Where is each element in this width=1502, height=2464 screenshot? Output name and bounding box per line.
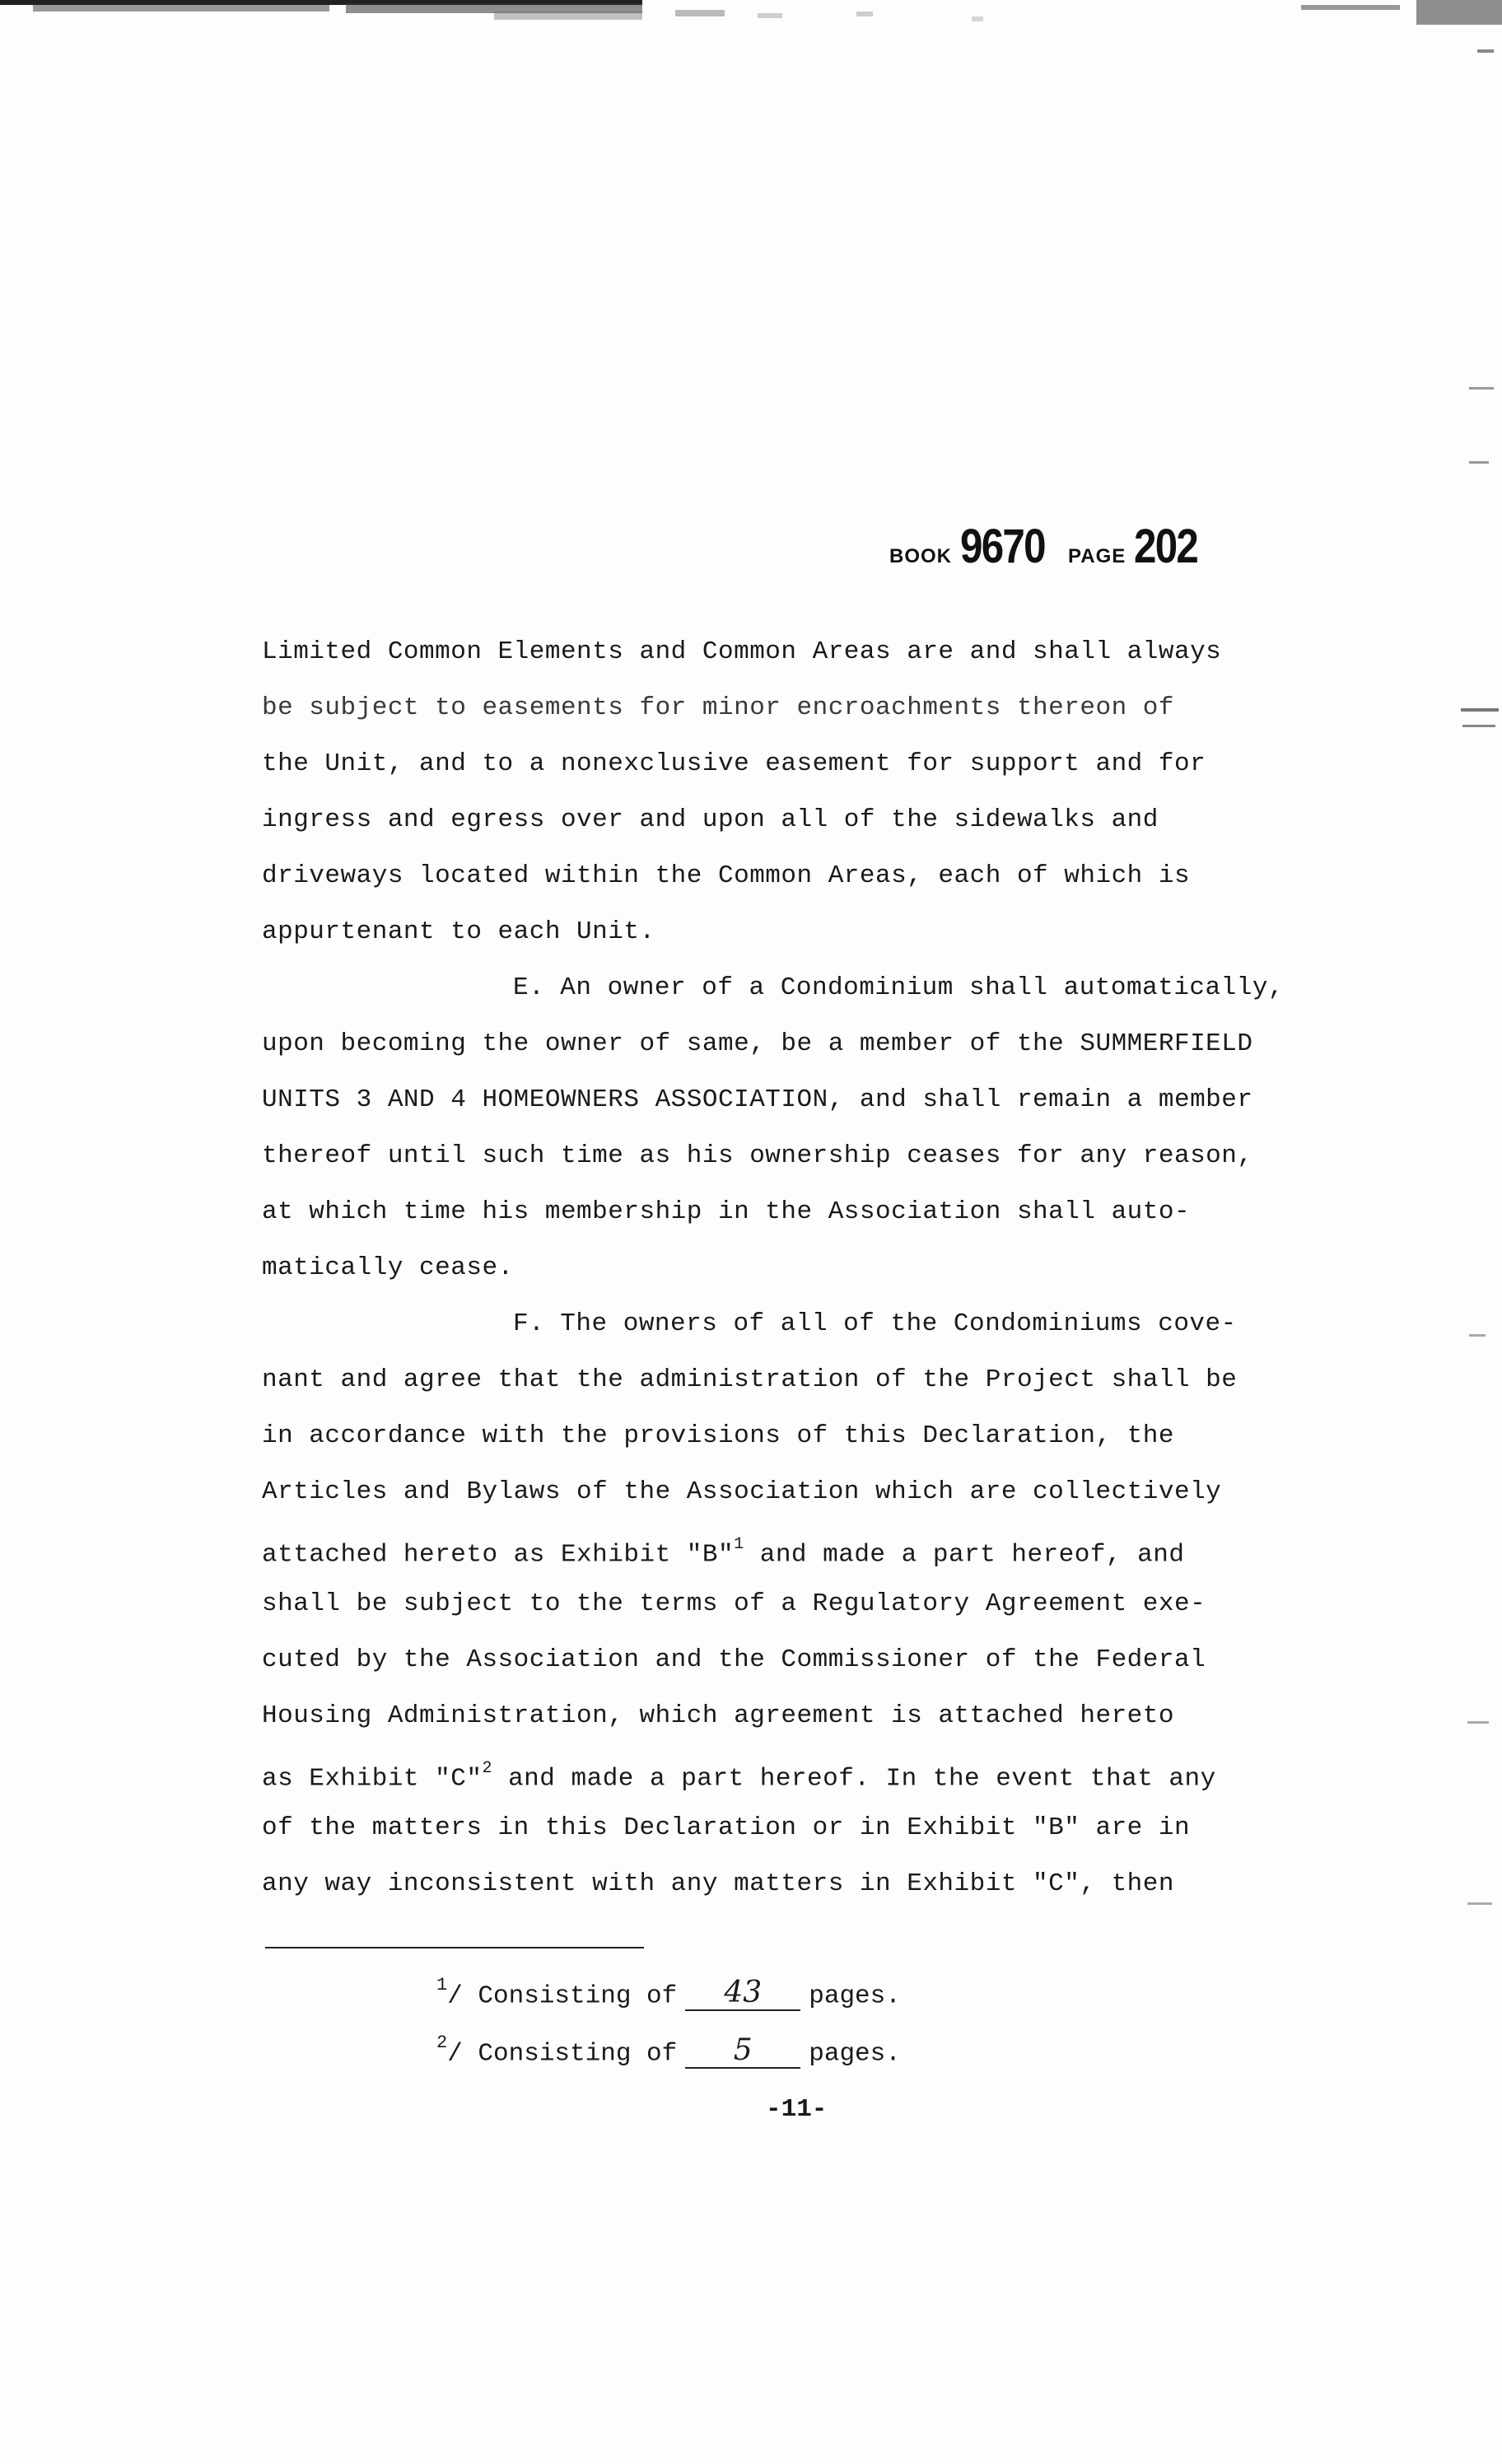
text-line: in accordance with the provisions of this Declaration, the — [262, 1421, 1174, 1450]
body-text — [262, 624, 1415, 1912]
footnotes — [436, 1960, 1178, 2075]
text-line: be subject to easements for minor encroachments thereon of — [262, 693, 1174, 722]
text-line: as Exhibit "C"$^2$ and made a part hereof. In the event that any — [262, 1759, 1216, 1794]
footnote-1-handwritten-value: 43 — [685, 1976, 800, 2011]
text-line: ingress and egress over and upon all of the sidewalks and — [262, 805, 1159, 834]
text-line: of the matters in this Declaration or in Exhibit "B" are in — [262, 1813, 1191, 1842]
text-line: shall be subject to the terms of a Regulatory Agreement exe- — [262, 1589, 1206, 1618]
text-line: nant and agree that the administration of the Project shall be — [262, 1365, 1238, 1394]
text-line: Articles and Bylaws of the Association which are collectively — [262, 1477, 1222, 1506]
footnote-ref-2: 2 — [482, 1759, 492, 1778]
book-label: BOOK — [889, 545, 952, 567]
page-number-ref: 202 — [1134, 520, 1198, 573]
text-line: driveways located within the Common Areas, each of which is — [262, 861, 1191, 890]
text-line: upon becoming the owner of same, be a member of the SUMMERFIELD — [262, 1029, 1253, 1058]
text-line: the Unit, and to a nonexclusive easement for support and for — [262, 749, 1206, 778]
paragraph-f-start: F. The owners of all of the Condominiums cove- — [513, 1309, 1237, 1338]
text-line: matically cease. — [262, 1253, 514, 1282]
text-line: UNITS 3 AND 4 HOMEOWNERS ASSOCIATION, and shall remain a member — [262, 1085, 1253, 1114]
text-line: thereof until such time as his ownership ceases for any reason, — [262, 1141, 1253, 1170]
book-page-reference — [889, 519, 1209, 574]
footnote-2: $^2$/ Consisting of 5 pages. — [436, 2032, 901, 2069]
page-number: -11- — [766, 2095, 828, 2124]
text-line: Housing Administration, which agreement is attached hereto — [262, 1701, 1174, 1730]
page-label: PAGE — [1068, 545, 1126, 567]
book-number: 9670 — [960, 520, 1045, 573]
text-line: cuted by the Association and the Commissioner of the Federal — [262, 1645, 1206, 1674]
scan-noise-right — [1461, 0, 1502, 2464]
text-line: attached hereto as Exhibit "B"$^1$ and made a part hereof, and — [262, 1535, 1185, 1570]
paragraph-e-start: E. An owner of a Condominium shall automatically, — [513, 973, 1285, 1002]
text-line: at which time his membership in the Association shall auto- — [262, 1197, 1191, 1226]
footnote-ref-1: 1 — [734, 1535, 744, 1554]
text-line: any way inconsistent with any matters in Exhibit "C", then — [262, 1869, 1174, 1898]
text-line: Limited Common Elements and Common Areas are and shall always — [262, 637, 1222, 666]
text-line: appurtenant to each Unit. — [262, 917, 655, 946]
footnote-1: $^1$/ Consisting of 43 pages. — [436, 1975, 901, 2011]
scan-noise-top — [0, 0, 1502, 33]
footnote-divider — [265, 1947, 644, 1948]
footnote-2-handwritten-value: 5 — [685, 2034, 800, 2069]
